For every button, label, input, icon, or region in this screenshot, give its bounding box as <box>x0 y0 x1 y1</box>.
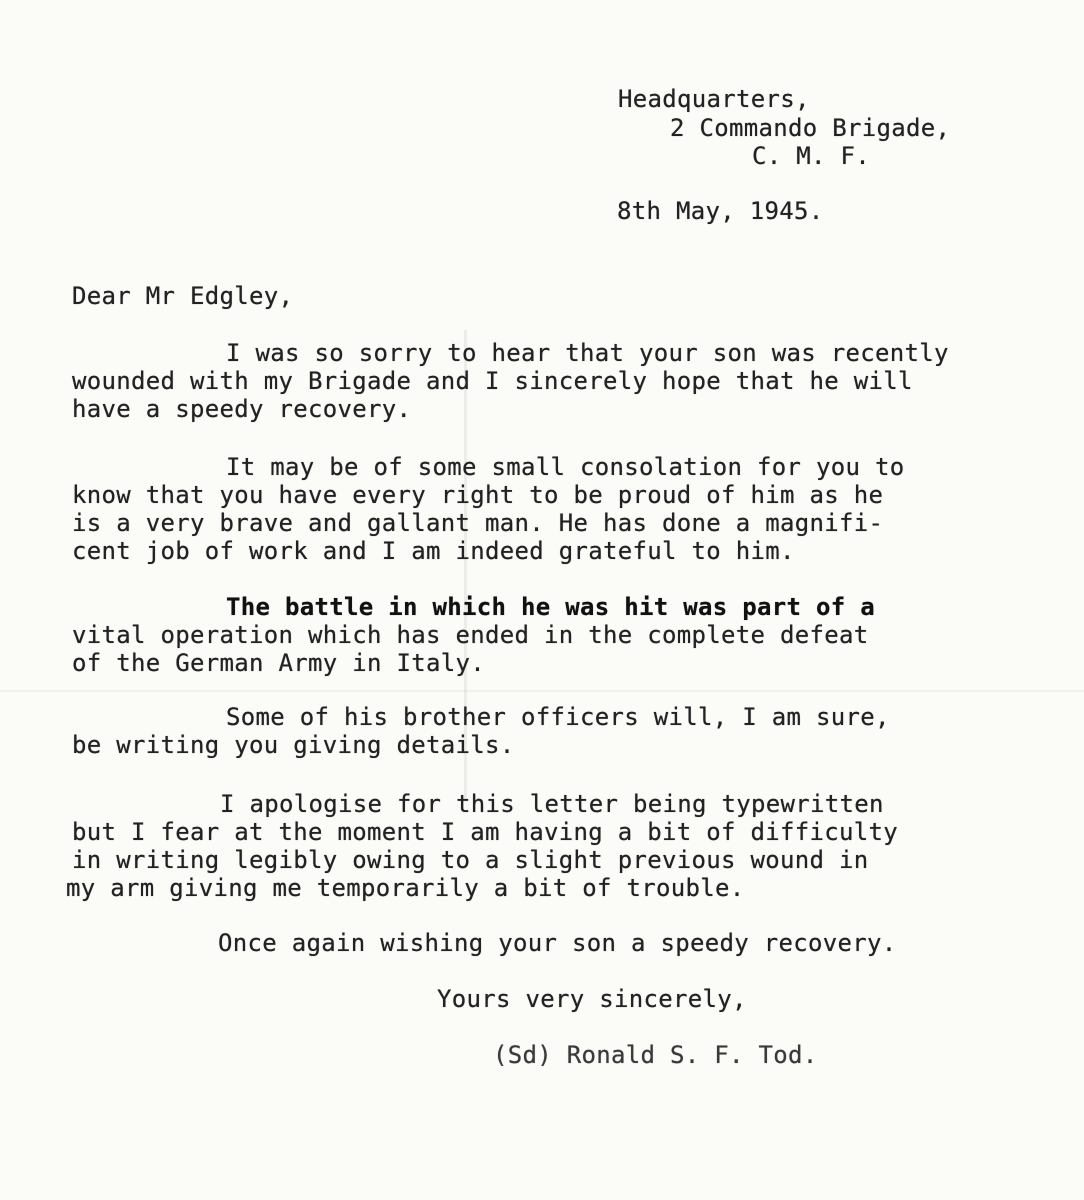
letter-date: 8th May, 1945. <box>617 197 824 225</box>
paragraph-5-line-1: I apologise for this letter being typewritten <box>220 790 884 818</box>
paragraph-3-line-1: The battle in which he was hit was part of a <box>226 593 875 621</box>
paragraph-4-line-2: be writing you giving details. <box>72 731 515 759</box>
paragraph-3-line-3: of the German Army in Italy. <box>72 649 485 677</box>
address-line-3: C. M. F. <box>752 142 870 170</box>
paragraph-5-line-3: in writing legibly owing to a slight previous wound in <box>72 846 869 874</box>
paragraph-6-line-1: Once again wishing your son a speedy recovery. <box>218 929 897 957</box>
paragraph-2-line-1: It may be of some small consolation for you to <box>226 453 905 481</box>
paragraph-2-line-2: know that you have every right to be proud of him as he <box>72 481 884 509</box>
address-line-2: 2 Commando Brigade, <box>670 114 951 142</box>
paragraph-2-line-4: cent job of work and I am indeed grateful to him. <box>72 537 795 565</box>
paragraph-5-line-4: my arm giving me temporarily a bit of trouble. <box>66 874 745 902</box>
address-line-1: Headquarters, <box>618 85 810 113</box>
paragraph-3-line-2: vital operation which has ended in the complete defeat <box>72 621 869 649</box>
paragraph-1-line-1: I was so sorry to hear that your son was recently <box>226 339 949 367</box>
paragraph-1-line-2: wounded with my Brigade and I sincerely hope that he will <box>72 367 913 395</box>
paragraph-4-line-1: Some of his brother officers will, I am sure, <box>226 703 890 731</box>
salutation: Dear Mr Edgley, <box>72 282 294 310</box>
paragraph-1-line-3: have a speedy recovery. <box>72 395 412 423</box>
paper-fold-horizontal <box>0 690 1084 692</box>
closing: Yours very sincerely, <box>437 985 747 1013</box>
paragraph-2-line-3: is a very brave and gallant man. He has done a magnifi- <box>72 509 884 537</box>
paragraph-5-line-2: but I fear at the moment I am having a bit of difficulty <box>72 818 898 846</box>
signature: (Sd) Ronald S. F. Tod. <box>493 1041 818 1069</box>
